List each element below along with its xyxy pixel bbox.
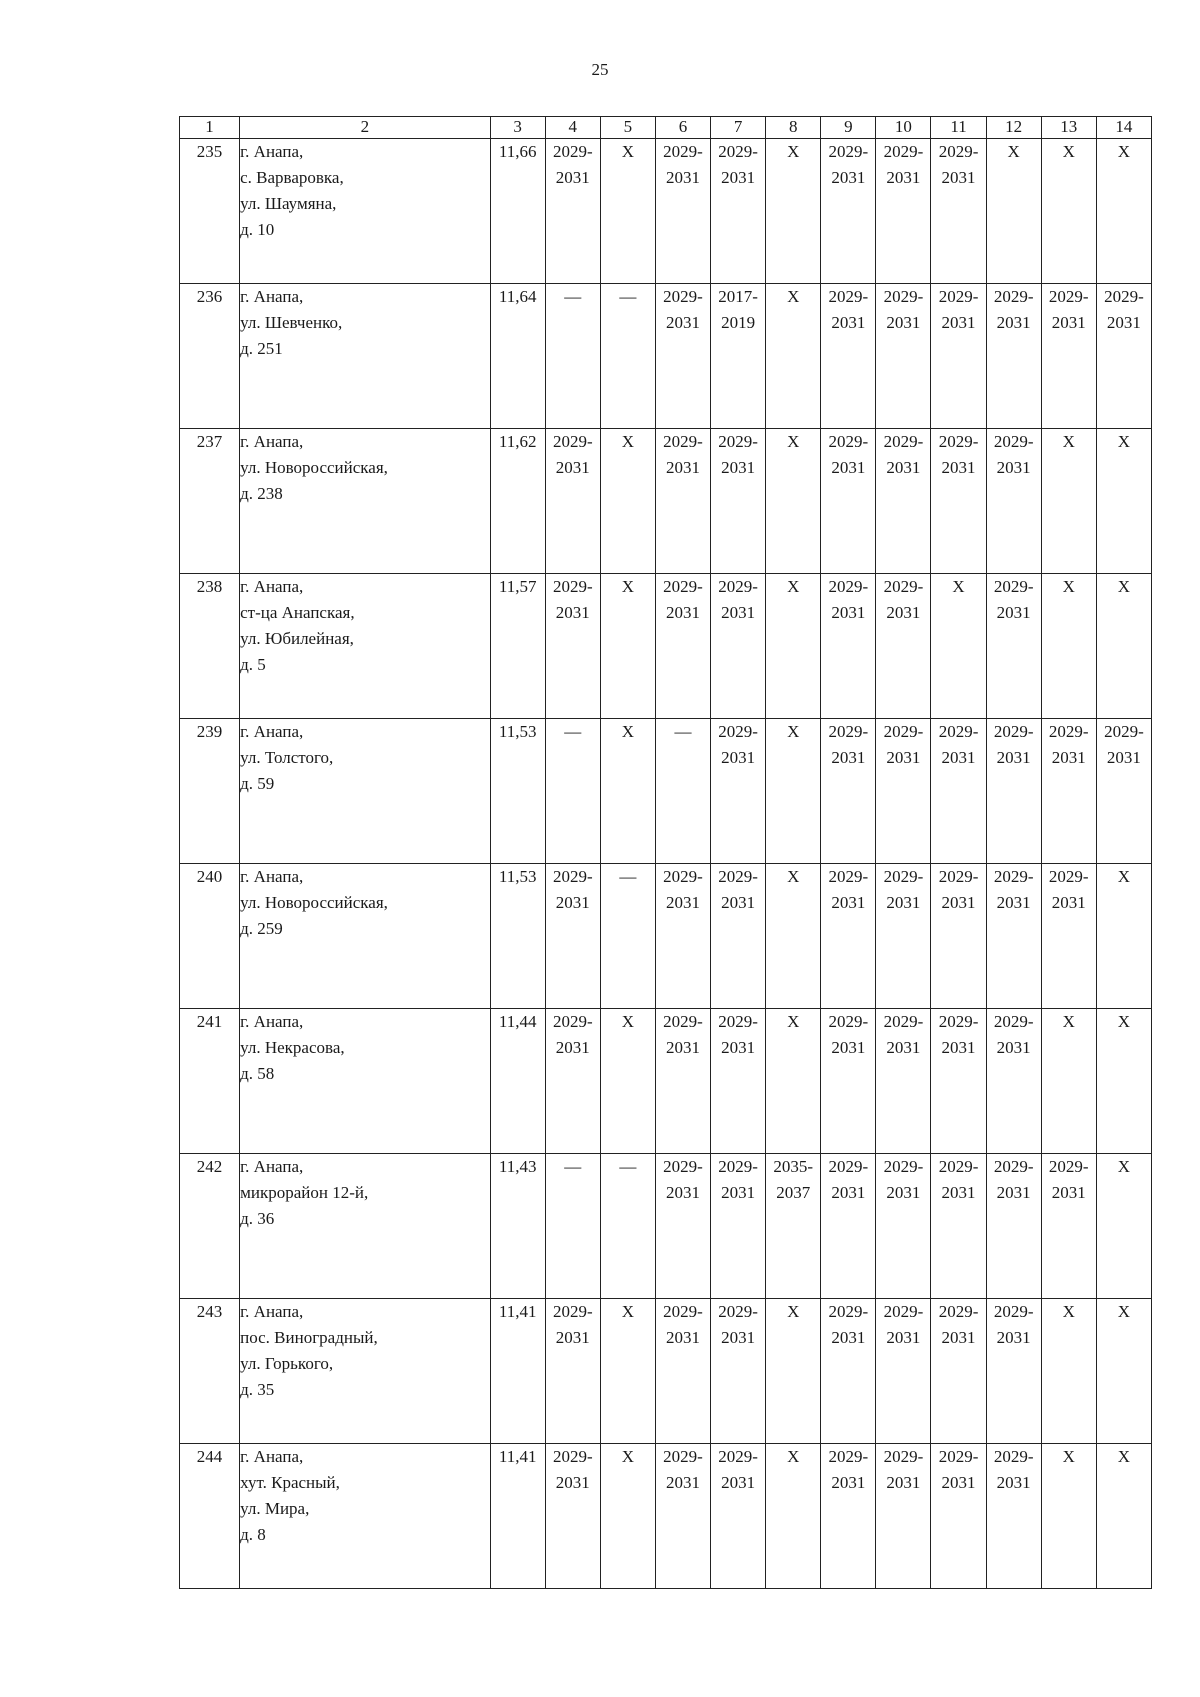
period-cell: 2029- 2031	[931, 1299, 986, 1444]
period-cell: 2029- 2031	[711, 139, 766, 284]
period-cell: 2035- 2037	[766, 1154, 821, 1299]
period-cell: Х	[1096, 1009, 1151, 1154]
column-header: 5	[600, 117, 655, 139]
period-cell: 2029- 2031	[711, 429, 766, 574]
period-cell: —	[600, 1154, 655, 1299]
address-line: г. Анапа,	[240, 1447, 304, 1466]
row-number: 241	[180, 1009, 240, 1154]
period-cell: 2029- 2031	[986, 284, 1041, 429]
period-cell: 2029- 2031	[821, 1009, 876, 1154]
period-cell: Х	[766, 719, 821, 864]
period-cell: 2029- 2031	[876, 1154, 931, 1299]
period-cell: 2029- 2031	[711, 1444, 766, 1589]
period-cell: Х	[1096, 864, 1151, 1009]
period-cell: 2029- 2031	[931, 864, 986, 1009]
period-cell: —	[545, 284, 600, 429]
address-line: г. Анапа,	[240, 432, 304, 451]
address-line: г. Анапа,	[240, 142, 304, 161]
period-cell: Х	[986, 139, 1041, 284]
period-cell: 2029- 2031	[545, 429, 600, 574]
period-cell: Х	[600, 139, 655, 284]
period-cell: 2029- 2031	[821, 284, 876, 429]
column-header: 10	[876, 117, 931, 139]
period-cell: 2029- 2031	[1041, 719, 1096, 864]
header-row	[180, 117, 1152, 139]
area-value: 11,62	[490, 429, 545, 574]
period-cell: 2029- 2031	[876, 429, 931, 574]
period-cell: —	[545, 719, 600, 864]
address-line: д. 8	[240, 1525, 266, 1544]
period-cell: 2029- 2031	[821, 864, 876, 1009]
period-cell: 2029- 2031	[655, 284, 710, 429]
period-cell: Х	[1096, 1299, 1151, 1444]
period-cell: 2029- 2031	[711, 1299, 766, 1444]
address-line: г. Анапа,	[240, 287, 304, 306]
period-cell: 2029- 2031	[655, 864, 710, 1009]
period-cell: 2029- 2031	[1096, 284, 1151, 429]
period-cell: Х	[1096, 429, 1151, 574]
period-cell: Х	[600, 429, 655, 574]
address-cell	[240, 1299, 491, 1444]
table-row	[180, 574, 1152, 719]
period-cell: Х	[766, 139, 821, 284]
page-number: 25	[591, 60, 609, 79]
period-cell: Х	[1041, 574, 1096, 719]
row-number: 236	[180, 284, 240, 429]
period-cell: 2029- 2031	[821, 429, 876, 574]
row-number: 240	[180, 864, 240, 1009]
address-line: г. Анапа,	[240, 577, 304, 596]
period-cell: 2029- 2031	[876, 284, 931, 429]
period-cell: 2029- 2031	[876, 1444, 931, 1589]
period-cell: 2029- 2031	[545, 139, 600, 284]
period-cell: Х	[600, 574, 655, 719]
period-cell: 2029- 2031	[931, 1154, 986, 1299]
period-cell: 2029- 2031	[711, 1154, 766, 1299]
area-value: 11,44	[490, 1009, 545, 1154]
address-line: д. 259	[240, 919, 283, 938]
period-cell: Х	[766, 864, 821, 1009]
period-cell: 2029- 2031	[655, 1009, 710, 1154]
address-line: д. 36	[240, 1209, 275, 1228]
period-cell: 2029- 2031	[1041, 284, 1096, 429]
area-value: 11,53	[490, 719, 545, 864]
period-cell: Х	[1096, 574, 1151, 719]
address-line: д. 251	[240, 339, 283, 358]
period-cell: Х	[600, 1299, 655, 1444]
period-cell: Х	[1096, 139, 1151, 284]
address-line: г. Анапа,	[240, 867, 304, 886]
column-header: 1	[180, 117, 240, 139]
table-body	[180, 139, 1152, 1589]
address-cell	[240, 1154, 491, 1299]
address-line: ст-ца Анапская,	[240, 603, 355, 622]
period-cell: 2029- 2031	[1041, 864, 1096, 1009]
period-cell: 2029- 2031	[876, 1299, 931, 1444]
period-cell: Х	[931, 574, 986, 719]
period-cell: 2029- 2031	[821, 1154, 876, 1299]
row-number: 238	[180, 574, 240, 719]
column-header: 8	[766, 117, 821, 139]
period-cell: 2029- 2031	[986, 864, 1041, 1009]
address-cell	[240, 429, 491, 574]
column-header: 7	[711, 117, 766, 139]
period-cell: 2029- 2031	[986, 574, 1041, 719]
address-line: д. 10	[240, 220, 275, 239]
period-cell: Х	[1096, 1444, 1151, 1589]
address-line: г. Анапа,	[240, 1012, 304, 1031]
period-cell: 2029- 2031	[876, 1009, 931, 1154]
address-line: микрорайон 12-й,	[240, 1183, 369, 1202]
column-header: 12	[986, 117, 1041, 139]
period-cell: Х	[600, 719, 655, 864]
period-cell: 2029- 2031	[876, 139, 931, 284]
period-cell: 2029- 2031	[655, 1154, 710, 1299]
period-cell: 2029- 2031	[931, 1444, 986, 1589]
row-number: 242	[180, 1154, 240, 1299]
period-cell: 2029- 2031	[821, 719, 876, 864]
period-cell: 2029- 2031	[821, 574, 876, 719]
table-row	[180, 1154, 1152, 1299]
table-row	[180, 719, 1152, 864]
period-cell: 2017- 2019	[711, 284, 766, 429]
period-cell: Х	[1041, 429, 1096, 574]
table-row	[180, 429, 1152, 574]
period-cell: 2029- 2031	[655, 1444, 710, 1589]
address-line: с. Варваровка,	[240, 168, 344, 187]
period-cell: 2029- 2031	[711, 574, 766, 719]
column-header: 6	[655, 117, 710, 139]
period-cell: 2029- 2031	[931, 429, 986, 574]
period-cell: Х	[1041, 1009, 1096, 1154]
row-number: 237	[180, 429, 240, 574]
period-cell: Х	[600, 1444, 655, 1589]
period-cell: 2029- 2031	[545, 574, 600, 719]
address-cell	[240, 1444, 491, 1589]
period-cell: 2029- 2031	[545, 1009, 600, 1154]
address-cell	[240, 284, 491, 429]
period-cell: 2029- 2031	[821, 139, 876, 284]
column-header: 13	[1041, 117, 1096, 139]
period-cell: 2029- 2031	[876, 719, 931, 864]
period-cell: Х	[1041, 1299, 1096, 1444]
area-value: 11,64	[490, 284, 545, 429]
table-row	[180, 284, 1152, 429]
address-line: ул. Шевченко,	[240, 313, 343, 332]
address-line: пос. Виноградный,	[240, 1328, 378, 1347]
period-cell: 2029- 2031	[821, 1299, 876, 1444]
period-cell: 2029- 2031	[655, 429, 710, 574]
column-header: 4	[545, 117, 600, 139]
period-cell: 2029- 2031	[986, 1009, 1041, 1154]
period-cell: Х	[766, 1009, 821, 1154]
period-cell: 2029- 2031	[711, 864, 766, 1009]
period-cell: Х	[766, 1444, 821, 1589]
period-cell: 2029- 2031	[931, 1009, 986, 1154]
address-line: г. Анапа,	[240, 1157, 304, 1176]
column-header: 3	[490, 117, 545, 139]
period-cell: 2029- 2031	[876, 574, 931, 719]
period-cell: Х	[1096, 1154, 1151, 1299]
period-cell: 2029- 2031	[986, 719, 1041, 864]
table-row	[180, 864, 1152, 1009]
address-cell	[240, 1009, 491, 1154]
address-line: д. 59	[240, 774, 275, 793]
address-line: г. Анапа,	[240, 722, 304, 741]
period-cell: Х	[766, 284, 821, 429]
period-cell: 2029- 2031	[986, 1154, 1041, 1299]
period-cell: —	[600, 284, 655, 429]
column-header: 14	[1096, 117, 1151, 139]
table-row	[180, 1444, 1152, 1589]
address-line: хут. Красный,	[240, 1473, 340, 1492]
period-cell: 2029- 2031	[655, 574, 710, 719]
period-cell: Х	[1041, 1444, 1096, 1589]
table-row	[180, 1009, 1152, 1154]
period-cell: 2029- 2031	[545, 864, 600, 1009]
area-value: 11,66	[490, 139, 545, 284]
period-cell: 2029- 2031	[711, 719, 766, 864]
row-number: 243	[180, 1299, 240, 1444]
period-cell: —	[545, 1154, 600, 1299]
period-cell: 2029- 2031	[1041, 1154, 1096, 1299]
row-number: 244	[180, 1444, 240, 1589]
period-cell: 2029- 2031	[931, 284, 986, 429]
period-cell: 2029- 2031	[655, 139, 710, 284]
period-cell: Х	[766, 574, 821, 719]
period-cell: Х	[1041, 139, 1096, 284]
area-value: 11,41	[490, 1444, 545, 1589]
address-line: ул. Новороссийская,	[240, 893, 388, 912]
address-line: ул. Шаумяна,	[240, 194, 337, 213]
address-line: ул. Юбилейная,	[240, 629, 354, 648]
period-cell: 2029- 2031	[711, 1009, 766, 1154]
column-header: 9	[821, 117, 876, 139]
area-value: 11,57	[490, 574, 545, 719]
address-cell	[240, 719, 491, 864]
address-line: д. 5	[240, 655, 266, 674]
address-line: ул. Горького,	[240, 1354, 334, 1373]
address-line: д. 58	[240, 1064, 275, 1083]
row-number: 239	[180, 719, 240, 864]
table-row	[180, 1299, 1152, 1444]
address-line: ул. Новороссийская,	[240, 458, 388, 477]
address-cell	[240, 139, 491, 284]
column-header: 2	[240, 117, 491, 139]
period-cell: 2029- 2031	[821, 1444, 876, 1589]
period-cell: —	[600, 864, 655, 1009]
period-cell: 2029- 2031	[655, 1299, 710, 1444]
period-cell: 2029- 2031	[876, 864, 931, 1009]
period-cell: Х	[766, 429, 821, 574]
period-cell: Х	[600, 1009, 655, 1154]
table-row	[180, 139, 1152, 284]
period-cell: 2029- 2031	[986, 1299, 1041, 1444]
period-cell: 2029- 2031	[545, 1299, 600, 1444]
period-cell: 2029- 2031	[986, 1444, 1041, 1589]
address-line: ул. Толстого,	[240, 748, 334, 767]
period-cell: —	[655, 719, 710, 864]
period-cell: 2029- 2031	[986, 429, 1041, 574]
address-cell	[240, 864, 491, 1009]
address-line: ул. Некрасова,	[240, 1038, 345, 1057]
area-value: 11,53	[490, 864, 545, 1009]
address-line: ул. Мира,	[240, 1499, 310, 1518]
address-line: д. 35	[240, 1380, 275, 1399]
address-line: г. Анапа,	[240, 1302, 304, 1321]
period-cell: 2029- 2031	[931, 139, 986, 284]
address-line: д. 238	[240, 484, 283, 503]
area-value: 11,43	[490, 1154, 545, 1299]
area-value: 11,41	[490, 1299, 545, 1444]
period-cell: 2029- 2031	[931, 719, 986, 864]
column-header: 11	[931, 117, 986, 139]
row-number: 235	[180, 139, 240, 284]
period-cell: Х	[766, 1299, 821, 1444]
period-cell: 2029- 2031	[1096, 719, 1151, 864]
address-cell	[240, 574, 491, 719]
registry-table	[179, 116, 1152, 1589]
period-cell: 2029- 2031	[545, 1444, 600, 1589]
